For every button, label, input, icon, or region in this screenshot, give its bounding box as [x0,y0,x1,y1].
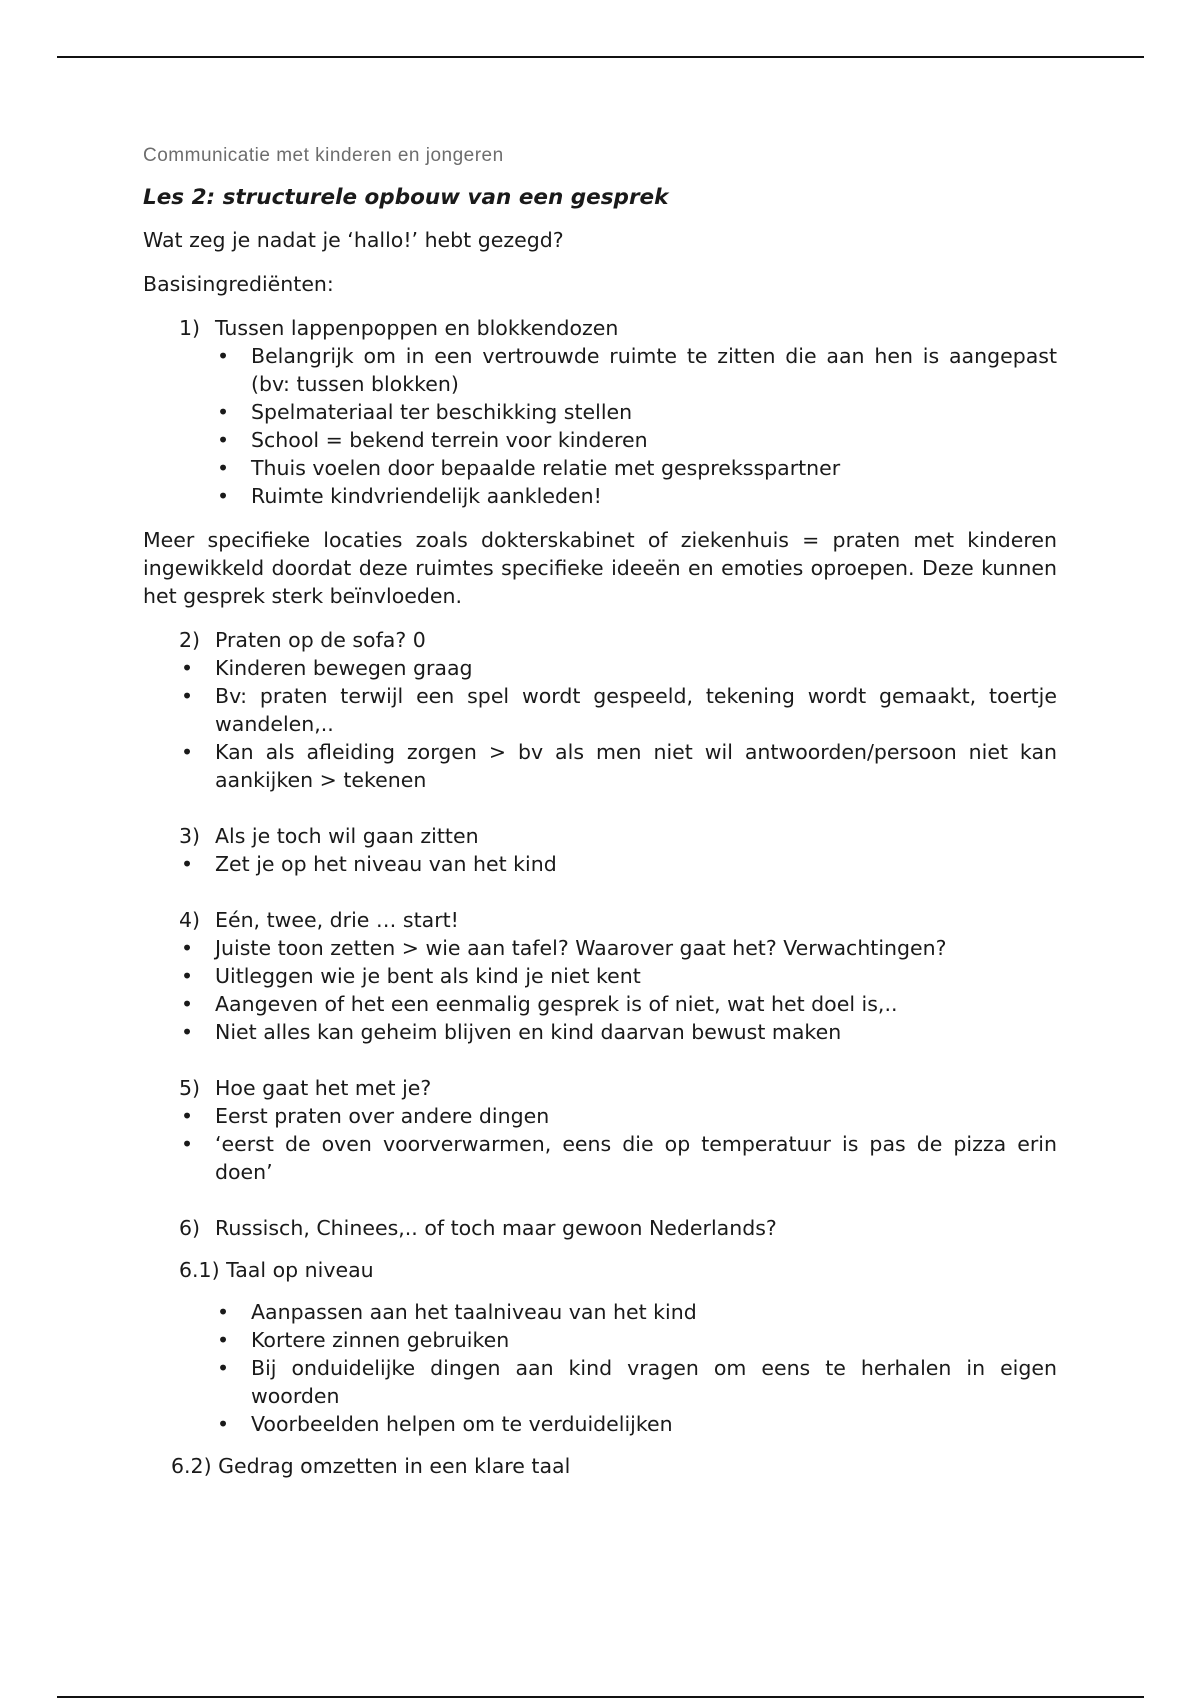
list-item: • Kan als afleiding zorgen > bv als men niet wil antwoorden/persoon niet kan aankijken > tekenen [215,738,1057,794]
section-3-bullets [143,850,1057,878]
section-5-bullets [143,1102,1057,1186]
document-body [143,142,1057,1480]
section-2-heading: 2) Praten op de sofa? 0 [179,628,426,652]
section-6-2-heading: 6.2) Gedrag omzetten in een klare taal [171,1454,571,1478]
list-item: • Thuis voelen door bepaalde relatie met gespreksspartner [251,454,1057,482]
bottom-rule [57,1696,1144,1698]
section-1 [143,314,1057,510]
list-item: • Spelmateriaal ter beschikking stellen [251,398,1057,426]
section-6-1-heading: 6.1) Taal op niveau [179,1258,374,1282]
list-item: • Zet je op het niveau van het kind [215,850,1057,878]
intro-question: Wat zeg je nadat je ‘hallo!’ hebt gezegd? [143,228,564,252]
list-item: • Voorbeelden helpen om te verduidelijken [251,1410,1057,1438]
section-4-bullets [143,934,1057,1046]
section-4-heading: 4) Eén, twee, drie … start! [179,908,459,932]
list-item: • Eerst praten over andere dingen [215,1102,1057,1130]
list-item: • Bv: praten terwijl een spel wordt gespeeld, tekening wordt gemaakt, toertje wandelen,.. [215,682,1057,738]
list-item: • Belangrijk om in een vertrouwde ruimte te zitten die aan hen is aangepast (bv: tussen blokken) [251,342,1057,398]
list-item: • Ruimte kindvriendelijk aankleden! [251,482,1057,510]
document-header: Communicatie met kinderen en jongeren [143,145,504,166]
section-1-heading: 1) Tussen lappenpoppen en blokkendozen [179,316,619,340]
section-6-1-bullets [143,1298,1057,1438]
basis-label: Basisingrediënten: [143,272,334,296]
list-item: • Juiste toon zetten > wie aan tafel? Waarover gaat het? Verwachtingen? [215,934,1057,962]
top-rule [57,56,1144,58]
section-5 [143,1074,1057,1186]
list-item: • Bij onduidelijke dingen aan kind vragen om eens te herhalen in eigen woorden [251,1354,1057,1410]
list-item: • Kortere zinnen gebruiken [251,1326,1057,1354]
section-2-bullets [143,654,1057,794]
section-6 [143,1214,1057,1242]
section-6-1 [143,1256,1057,1438]
list-item: • School = bekend terrein voor kinderen [251,426,1057,454]
list-item: • ‘eerst de oven voorverwarmen, eens die op temperatuur is pas de pizza erin doen’ [215,1130,1057,1186]
list-item: • Kinderen bewegen graag [215,654,1057,682]
list-item: • Niet alles kan geheim blijven en kind daarvan bewust maken [215,1018,1057,1046]
section-5-heading: 5) Hoe gaat het met je? [179,1076,432,1100]
list-item: • Aanpassen aan het taalniveau van het kind [251,1298,1057,1326]
section-6-heading: 6) Russisch, Chinees,.. of toch maar gewoon Nederlands? [179,1216,777,1240]
section-4 [143,906,1057,1046]
section-3-heading: 3) Als je toch wil gaan zitten [179,824,479,848]
lesson-title: Les 2: structurele opbouw van een gesprek [143,185,669,210]
locations-paragraph: Meer specifieke locaties zoals dokterskabinet of ziekenhuis = praten met kinderen ingewikkeld doordat deze ruimtes specifieke ideeën en emoties oproepen. Deze kunnen het gesprek sterk beïnvloeden. [143,528,1057,608]
section-3 [143,822,1057,878]
section-1-bullets [143,342,1057,510]
section-2 [143,626,1057,794]
list-item: • Aangeven of het een eenmalig gesprek is of niet, wat het doel is,.. [215,990,1057,1018]
list-item: • Uitleggen wie je bent als kind je niet kent [215,962,1057,990]
